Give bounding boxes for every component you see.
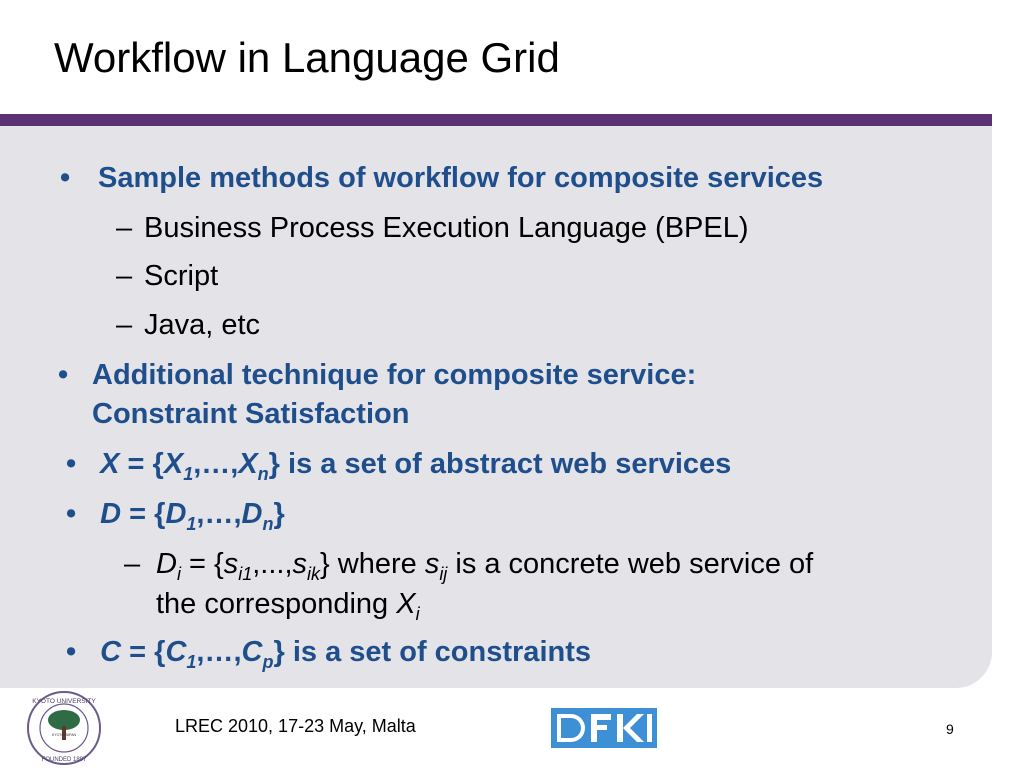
- close-brace-where: } where: [320, 548, 425, 580]
- sub-bullet-text: Business Process Execution Language (BPEL): [144, 212, 749, 244]
- subscript: n: [257, 464, 269, 484]
- equals-brace: = {: [121, 636, 166, 668]
- subscript: 1: [186, 652, 197, 672]
- ellipsis: ,…,: [193, 448, 239, 480]
- page-number: 9: [946, 721, 954, 737]
- sub-bullet-dash: –: [116, 212, 133, 244]
- svg-text:KYOTO UNIVERSITY: KYOTO UNIVERSITY: [32, 698, 96, 705]
- var-x: X: [100, 448, 120, 480]
- svg-text:FOUNDED 1897: FOUNDED 1897: [41, 757, 87, 763]
- subscript: i: [415, 604, 420, 624]
- var-d: D: [100, 498, 122, 530]
- bullet-text-line2: Constraint Satisfaction: [92, 398, 410, 430]
- bullet-text-line1: Additional technique for composite service:: [92, 359, 697, 391]
- bullet-marker: •: [58, 359, 69, 391]
- bullet-item-d: [66, 496, 285, 535]
- equals-brace: = {: [121, 498, 166, 530]
- equals-brace: = {: [180, 548, 224, 580]
- bullet-item-c: [66, 634, 591, 673]
- var-s: s: [292, 548, 308, 580]
- var-d: D: [156, 548, 177, 580]
- slide-title: Workflow in Language Grid: [54, 34, 560, 81]
- close-brace: }: [273, 636, 285, 668]
- subscript: ik: [307, 564, 321, 584]
- sub-bullet-dash: –: [124, 548, 141, 580]
- title-divider-bar: [0, 114, 992, 126]
- sub-bullet-text: Java, etc: [144, 309, 261, 341]
- equals-brace: = {: [119, 448, 164, 480]
- var-x: X: [396, 588, 416, 620]
- subscript: i: [176, 564, 181, 584]
- close-brace: }: [273, 498, 285, 530]
- var-cp: C: [241, 636, 263, 668]
- bullet-marker: •: [66, 448, 77, 480]
- sub-bullet-text: Script: [144, 260, 219, 292]
- bullet-marker: •: [66, 636, 77, 668]
- bullet-marker: •: [66, 498, 77, 530]
- bullet-marker: •: [60, 162, 71, 194]
- subscript: 1: [186, 514, 197, 534]
- ellipsis: ,…,: [196, 498, 242, 530]
- ellipsis: ,...,: [252, 548, 293, 580]
- var-s: s: [223, 548, 239, 580]
- var-dn: D: [241, 498, 263, 530]
- var-d1: D: [165, 498, 187, 530]
- ellipsis: ,…,: [196, 636, 242, 668]
- sub-bullet-text: the corresponding: [156, 588, 397, 620]
- subscript: ij: [439, 564, 448, 584]
- dfki-logo-icon: [551, 706, 657, 750]
- var-xn: X: [238, 448, 258, 480]
- bullet-text: is a set of constraints: [284, 636, 591, 668]
- var-c: C: [100, 636, 122, 668]
- var-s: s: [424, 548, 440, 580]
- subscript: 1: [183, 464, 194, 484]
- svg-text:KYOTO JAPAN: KYOTO JAPAN: [51, 733, 77, 737]
- var-x1: X: [163, 448, 184, 480]
- close-brace: }: [268, 448, 280, 480]
- sub-bullet-text-line2: [156, 586, 420, 625]
- kyoto-university-seal-icon: [24, 690, 104, 766]
- bullet-item-x: [66, 446, 731, 485]
- subscript: i1: [238, 564, 253, 584]
- var-c1: C: [165, 636, 187, 668]
- footer-conference-text: LREC 2010, 17-23 May, Malta: [175, 716, 416, 736]
- sub-bullet-text: is a concrete web service of: [447, 548, 814, 580]
- subscript: p: [262, 652, 274, 672]
- sub-bullet-dash: –: [116, 260, 133, 292]
- sub-bullet-dash: –: [116, 309, 133, 341]
- bullet-text: Sample methods of workflow for composite services: [98, 162, 824, 194]
- subscript: n: [262, 514, 274, 534]
- bullet-text: is a set of abstract web services: [279, 448, 732, 480]
- sub-bullet-text-line1: [156, 546, 813, 585]
